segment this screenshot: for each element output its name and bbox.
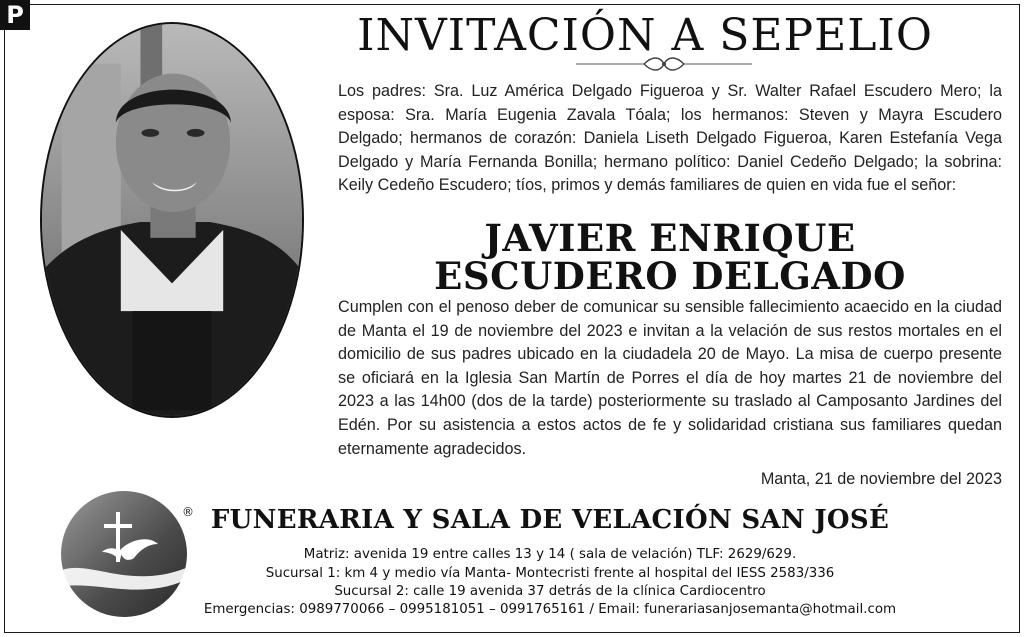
notice-title: INVITACIÓN A SEPELIO [357, 10, 933, 61]
flourish-divider-icon [574, 55, 754, 73]
contact-line-main: Matriz: avenida 19 entre calles 13 y 14 ( sala de velación) TLF: 2629/629. [303, 547, 797, 562]
contact-line-branch-1: Sucursal 1: km 4 y medio vía Manta- Montecristi frente al hospital del IESS 2583/336 [265, 566, 835, 581]
deceased-last-names: ESCUDERO DELGADO [434, 254, 906, 298]
announcement-paragraph: Cumplen con el penoso deber de comunicar su sensible fallecimiento acaecido en la ciudad de Manta el 19 de noviembre del 2023 e invitan a la velación de sus restos mortales en el domicilio de sus padres ubicado en la ciudadela 20 de Mayo. La misa de cuerpo presente se oficiará en la Iglesia San Martín de Porres el día de hoy martes 21 de noviembre del 2023 a las 14h00 (dos de la tarde) posteriormente su traslado al Camposanto Jardines del Edén. Por su asistencia a estos actos de fe y solidaridad cristiana sus familiares quedan eternamente agradecidos. [338, 298, 1002, 458]
family-paragraph: Los padres: Sra. Luz América Delgado Figueroa y Sr. Walter Rafael Escudero Mero; la esposa: Sra. María Eugenia Zavala Tóala; los hermanos: Steven y Mayra Escudero Delgado; hermanos de corazón: Daniela Liseth Delgado Figueroa, Karen Estefanía Vega Delgado y María Fernanda Bonilla; hermano político: Daniel Cedeño Delgado; la sobrina: Keily Cedeño Escudero; tíos, primos y demás familiares de quien en vida fue el señor: [338, 82, 1002, 195]
contact-line-emergency: Emergencias: 0989770066 – 0995181051 – 0991765161 / Email: funerariasanjosemanta@hotmail.com [203, 602, 897, 617]
portrait-photo [40, 22, 304, 418]
contact-line-branch-2: Sucursal 2: calle 19 avenida 37 detrás de la clínica Cardiocentro [334, 584, 766, 599]
corner-badge: P [0, 0, 30, 30]
place-date: Manta, 21 de noviembre del 2023 [760, 470, 1002, 488]
registered-mark: ® [182, 505, 194, 519]
deceased-first-names: JAVIER ENRIQUE [484, 216, 856, 260]
funeral-home-name: FUNERARIA Y SALA DE VELACIÓN SAN JOSÉ [210, 505, 890, 535]
